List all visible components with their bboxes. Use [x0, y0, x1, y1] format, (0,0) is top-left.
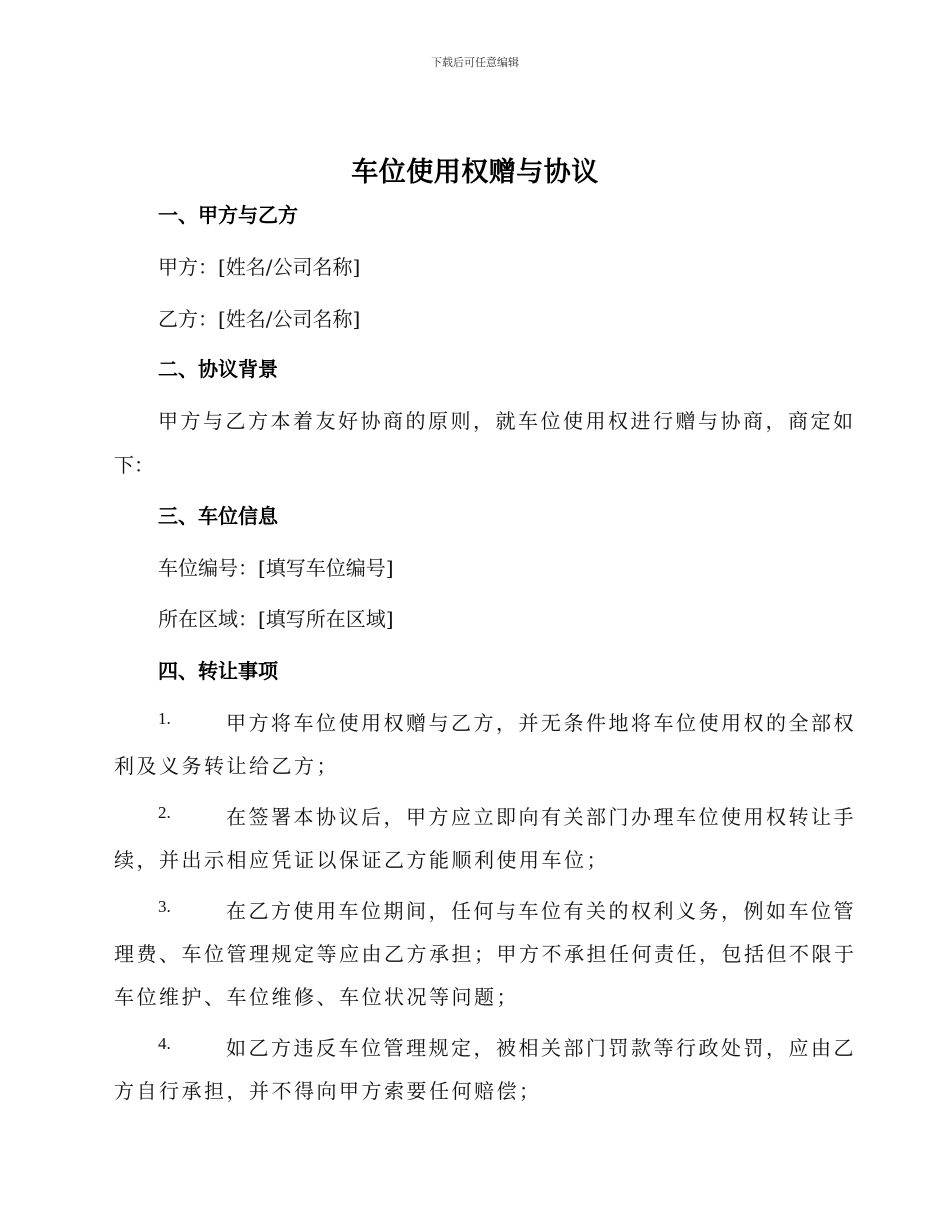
section-heading-transfer: 四、转让事项 [158, 659, 278, 683]
transfer-item-line: 如乙方违反车位管理规定，被相关部门罚款等行政处罚，应由乙 [226, 1036, 856, 1060]
transfer-item-line: 续，并出示相应凭证以保证乙方能顺利使用车位； [114, 848, 609, 872]
party-b-line: 乙方：[姓名/公司名称] [158, 307, 361, 331]
transfer-item-line: 理费、车位管理规定等应由乙方承担；甲方不承担任何责任，包括但不限于 [114, 942, 857, 966]
transfer-item-number: 4. [158, 1034, 171, 1053]
section-heading-background: 二、协议背景 [158, 357, 278, 381]
background-text-line: 甲方与乙方本着友好协商的原则，就车位使用权进行赠与协商，商定如 [158, 409, 856, 433]
transfer-item-line: 在乙方使用车位期间，任何与车位有关的权利义务，例如车位管 [226, 899, 856, 923]
transfer-item-number: 2. [158, 803, 171, 822]
parking-area-line: 所在区域：[填写所在区域] [158, 607, 394, 631]
background-text-line: 下： [114, 453, 154, 477]
document-title: 车位使用权赠与协议 [351, 157, 599, 188]
transfer-item-line: 车位维护、车位维修、车位状况等问题； [114, 985, 519, 1009]
header-note: 下载后可任意编辑 [431, 56, 519, 69]
transfer-item-number: 3. [158, 897, 171, 916]
transfer-item-line: 利及义务转让给乙方； [114, 754, 339, 778]
transfer-item-line: 方自行承担，并不得向甲方索要任何赔偿； [114, 1079, 542, 1103]
section-heading-parties: 一、甲方与乙方 [158, 203, 298, 227]
party-a-line: 甲方：[姓名/公司名称] [158, 255, 361, 279]
transfer-item-line: 在签署本协议后，甲方应立即向有关部门办理车位使用权转让手 [226, 805, 856, 829]
transfer-item-line: 甲方将车位使用权赠与乙方，并无条件地将车位使用权的全部权 [226, 711, 856, 735]
transfer-item-number: 1. [158, 709, 171, 728]
parking-number-line: 车位编号：[填写车位编号] [158, 556, 394, 580]
section-heading-parking-info: 三、车位信息 [158, 504, 278, 528]
